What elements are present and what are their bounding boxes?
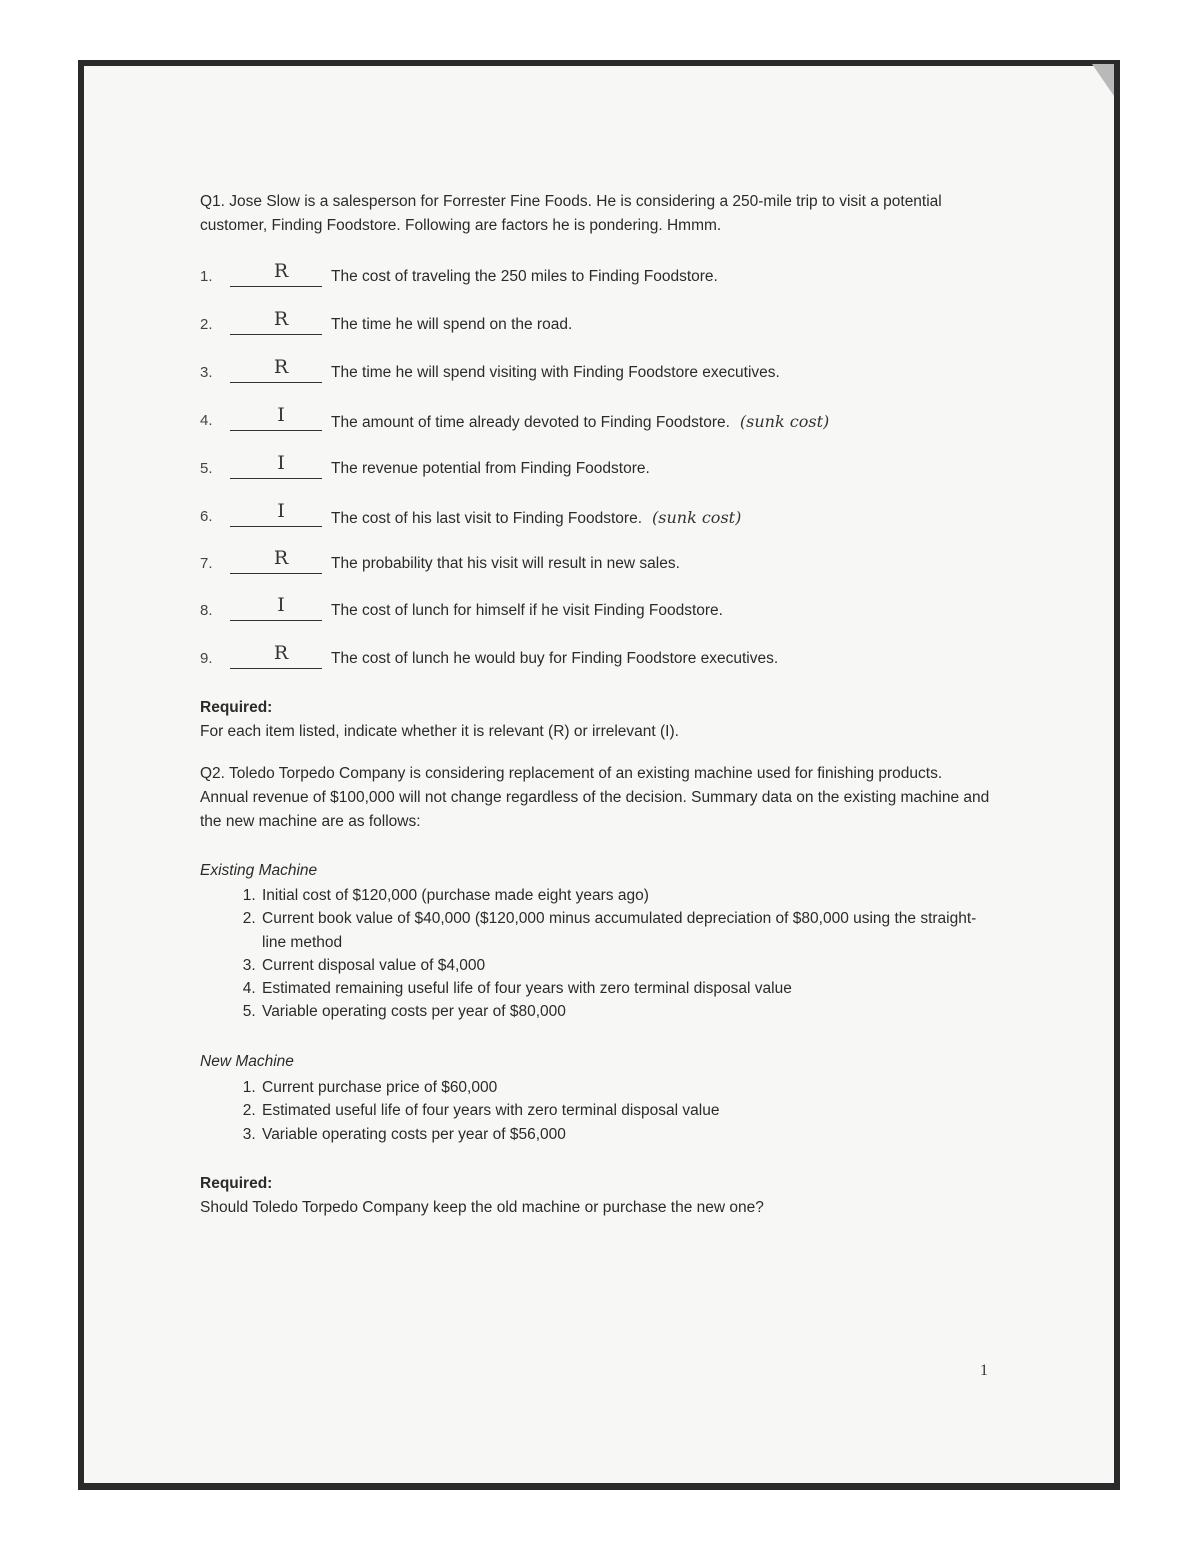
handwritten-answer: R: [273, 547, 291, 569]
item-description: The cost of traveling the 250 miles to Finding Foodstore.: [331, 268, 718, 285]
new-machine-list: [232, 1076, 1000, 1146]
list-item: 4. Estimated remaining useful life of four years with zero terminal disposal value: [260, 977, 1000, 1000]
item-number: 2.: [200, 316, 213, 333]
q1-item: [200, 547, 960, 581]
q2-intro: Q2. Toledo Torpedo Company is considering replacement of an existing machine used for finishing products. Annual revenue of $100,000 will not change regardless of the decision. Summary data on the existing machine and the new machine are as follows:: [200, 765, 990, 831]
q1-item: [200, 452, 960, 486]
item-number: 8.: [200, 602, 213, 619]
q1-item: [200, 642, 960, 676]
existing-machine-list: [232, 884, 1000, 1024]
handwritten-answer: R: [273, 260, 291, 282]
q1-item: [200, 500, 960, 534]
q2-required: [200, 1172, 960, 1220]
q1-item: [200, 404, 960, 438]
item-description: The time he will spend on the road.: [331, 316, 573, 333]
item-number: 5.: [200, 460, 213, 477]
item-number: 7.: [200, 555, 213, 572]
handwritten-answer: I: [277, 404, 287, 426]
required-label: Required:: [200, 699, 273, 716]
list-item: 3. Variable operating costs per year of $56,000: [260, 1123, 1000, 1146]
item-number: 3.: [200, 364, 213, 381]
handwritten-answer: I: [277, 500, 287, 522]
item-description: The revenue potential from Finding Foodstore.: [331, 460, 650, 477]
handwritten-answer: R: [273, 642, 291, 664]
required-text: For each item listed, indicate whether it is relevant (R) or irrelevant (I).: [200, 723, 679, 741]
item-description: The cost of his last visit to Finding Foodstore. (sunk cost): [331, 508, 742, 527]
item-description: The probability that his visit will result in new sales.: [331, 555, 680, 572]
existing-machine-title: Existing Machine: [200, 862, 318, 879]
required-label: Required:: [200, 1175, 273, 1192]
handwritten-answer: I: [277, 452, 287, 474]
list-item: 3. Current disposal value of $4,000: [260, 954, 1000, 977]
q1-intro: Q1. Jose Slow is a salesperson for Forrester Fine Foods. He is considering a 250-mile trip to visit a potential customer, Finding Foodstore. Following are factors he is pondering. Hmmm.: [200, 193, 942, 235]
item-number: 6.: [200, 508, 213, 525]
item-description: The time he will spend visiting with Finding Foodstore executives.: [331, 364, 780, 381]
list-item: 5. Variable operating costs per year of $80,000: [260, 1000, 1000, 1023]
q1-item: [200, 308, 960, 342]
required-text: Should Toledo Torpedo Company keep the old machine or purchase the new one?: [200, 1199, 764, 1217]
page-number: 1: [980, 1362, 988, 1379]
handwritten-answer: I: [277, 594, 287, 616]
item-description: The cost of lunch for himself if he visit Finding Foodstore.: [331, 602, 723, 619]
item-number: 9.: [200, 650, 213, 667]
item-number: 4.: [200, 412, 213, 429]
q1-required: [200, 696, 960, 744]
list-item: 2. Estimated useful life of four years with zero terminal disposal value: [260, 1099, 1000, 1122]
q1-item: [200, 594, 960, 628]
q1-item: [200, 260, 960, 294]
handwritten-note: (sunk cost): [739, 412, 830, 431]
new-machine-title: New Machine: [200, 1053, 294, 1070]
handwritten-answer: R: [273, 308, 291, 330]
item-number: 1.: [200, 268, 213, 285]
list-item: 1. Current purchase price of $60,000: [260, 1076, 1000, 1099]
handwritten-note: (sunk cost): [652, 508, 742, 527]
q1-item: [200, 356, 960, 390]
list-item: 1. Initial cost of $120,000 (purchase made eight years ago): [260, 884, 1000, 907]
item-description: The amount of time already devoted to Finding Foodstore. (sunk cost): [331, 412, 830, 431]
handwritten-answer: R: [273, 356, 291, 378]
list-item: 2. Current book value of $40,000 ($120,000 minus accumulated depreciation of $80,000 using the straight-line method: [260, 907, 1000, 954]
item-description: The cost of lunch he would buy for Finding Foodstore executives.: [331, 650, 779, 667]
